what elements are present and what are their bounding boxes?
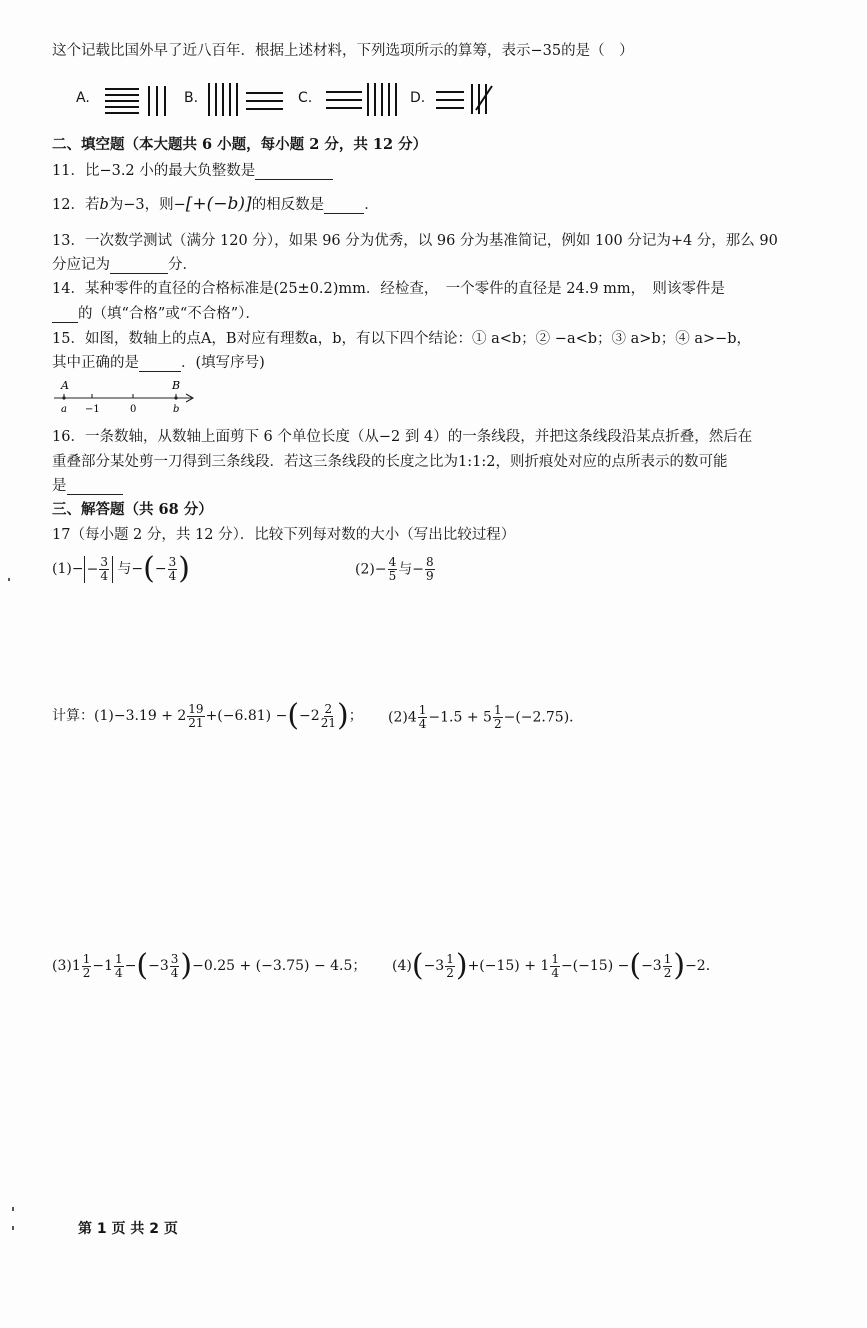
q12-answer-blank[interactable] <box>324 199 364 214</box>
calc-1-f1-num: 19 <box>188 701 204 716</box>
calc-1-end: ； <box>348 708 363 724</box>
calc-1-label: (1) <box>94 708 114 724</box>
calc-4-label: (4) <box>392 958 412 974</box>
q14-line2 <box>52 305 260 323</box>
calc-1: 计算：(1)−3.19 + 2 $\frac{19}{21}$ +(−6.81) −(−2 $\frac{2}{21}$ )； <box>52 698 363 733</box>
calc-4-f1-num: 1 <box>446 951 454 966</box>
option-d-rods <box>434 80 496 118</box>
calc-4-t5: −2． <box>685 958 720 974</box>
q12-expr: [+(−b)] <box>185 194 252 214</box>
calc-4-t1: −3 <box>423 958 445 974</box>
section2-heading: 二、填空题（本大题共 6 小题，每小题 2 分，共 12 分） <box>52 136 428 153</box>
q11-text: 11．比−3.2 小的最大负整数是 <box>52 163 256 179</box>
calc-4-f3-den: 2 <box>663 965 672 980</box>
q17-2-b-num: 8 <box>425 555 434 569</box>
calc-4-t2: +(−15) + 1 <box>467 958 550 974</box>
q12-pre: 12．若 <box>52 197 100 213</box>
q11 <box>52 162 333 180</box>
tick-label-neg1: −1 <box>85 404 100 415</box>
point-label-a: A <box>61 379 69 392</box>
scan-mark <box>12 1226 14 1230</box>
calc-4-f2-num: 1 <box>551 951 559 966</box>
q17-1-label: (1) <box>52 561 72 577</box>
option-a-rods <box>103 82 169 118</box>
calc-3-f3-num: 3 <box>170 951 179 966</box>
q10-text: 这个记载比国外早了近八百年．根据上述材料，下列选项所示的算筹，表示−35的是（ ） <box>52 43 634 59</box>
calc-3-f1-den: 2 <box>82 965 91 980</box>
page-footer: 第 1 页 共 2 页 <box>78 1221 178 1237</box>
calc-2-label: (2) <box>388 709 408 726</box>
q17-2-label: (2) <box>355 561 375 578</box>
calc-4-f2-den: 4 <box>551 965 559 980</box>
option-a-label: A. <box>76 90 90 106</box>
q14-text: 的（填“合格”或“不合格”）． <box>78 306 260 322</box>
calc-4-f1-den: 2 <box>446 965 454 980</box>
tick-label-b: b <box>173 404 180 415</box>
section3-heading: 三、解答题（共 68 分） <box>52 501 213 518</box>
q12-mid: 为−3，则− <box>108 197 186 213</box>
q13-answer-blank[interactable] <box>110 259 168 274</box>
calc-1-f1-den: 21 <box>188 715 204 730</box>
q16-line2: 重叠部分某处剪一刀得到三条线段．若这三条线段的长度之比为1:1:2，则折痕处对应的点所表示的数可能 <box>52 454 728 470</box>
q16-line1: 16．一条数轴，从数轴上面剪下 6 个单位长度（从−2 到 4）的一条线段，并把这条线段沿某点折叠，然后在 <box>52 429 753 445</box>
q16-answer-blank[interactable] <box>67 480 123 495</box>
calc-4-t4: −3 <box>641 958 662 974</box>
calc-3-t5: −0.25 + (−3.75) − 4.5； <box>192 958 367 974</box>
point-label-b: B <box>172 379 181 392</box>
calc-2 <box>388 704 583 731</box>
q17-1-abs: − $\frac{3}{4}$ <box>84 556 113 583</box>
option-c-rods <box>324 80 400 118</box>
calc-4: (4)(−3 $\frac{1}{2}$ )+(−15) + 1 $\frac{1}{4}$ −(−15) −(−3 $\frac{1}{2}$ )−2． <box>392 948 720 983</box>
q15-line1: 15．如图，数轴上的点A，B对应有理数a，b，有以下四个结论：① a<b；② −a<b；③ a>b；④ a>−b， <box>52 331 752 347</box>
q17-2-b-den: 9 <box>425 569 434 583</box>
calc-3: (3)1 $\frac{1}{2}$ −1 $\frac{1}{4}$ −(−3 $\frac{3}{4}$ )−0.25 + (−3.75) − 4.5； <box>52 948 367 983</box>
tick-label-0: 0 <box>130 404 137 415</box>
calc-4-f3-num: 1 <box>663 951 672 966</box>
q16-pre: 是 <box>52 478 67 494</box>
q15-pre: 其中正确的是 <box>52 355 139 371</box>
option-d-label: D. <box>410 90 426 106</box>
calc-1-f2-den: 21 <box>320 715 336 730</box>
q17-1-b-num: 3 <box>168 554 177 569</box>
q17-1: (1)− − $\frac{3}{4}$ 与−(− $\frac{3}{4}$ ) <box>52 551 190 586</box>
scan-mark <box>8 578 10 581</box>
calc-2-t2: −1.5 + 5 <box>428 709 492 726</box>
calc-3-f2-num: 1 <box>115 951 123 966</box>
calc-3-f2-den: 4 <box>115 965 123 980</box>
calc-1-t1: −3.19 + 2 <box>113 708 187 724</box>
calc-2-t1: 4 <box>407 709 417 726</box>
calc-3-t4: −3 <box>148 958 169 974</box>
q13-line1: 13．一次数学测试（满分 120 分），如果 96 分为优秀，以 96 分为基准简记，例如 100 分记为+4 分，那么 90 <box>52 233 778 249</box>
q17-2: (2)− $\frac{4}{5}$ 与− $\frac{8}{9}$ <box>355 555 434 583</box>
q12-post: 的相反数是 <box>251 197 325 213</box>
scan-mark <box>12 1207 14 1211</box>
calc-2-f2-den: 2 <box>493 717 502 731</box>
tick-label-a: a <box>61 404 67 415</box>
calc-4-t3: −(−15) − <box>560 958 630 974</box>
calc-3-t2: −1 <box>92 958 114 974</box>
q17-2-a-den: 5 <box>388 569 397 583</box>
q12: 12．若b为−3，则−[+(−b)]的相反数是 ． <box>52 194 379 214</box>
option-b-rods <box>206 80 286 118</box>
q15-number-line <box>52 378 200 416</box>
q14-line1: 14．某种零件的直径的合格标准是(25±0.2)mm．经检查， 一个零件的直径是 24.9 mm， 则该零件是 <box>52 281 725 297</box>
q17-1-a-den: 4 <box>100 568 108 583</box>
q15-line2 <box>52 354 265 372</box>
option-b-label: B. <box>184 90 199 106</box>
q17-2-a-num: 4 <box>388 555 397 569</box>
calc-3-f1-num: 1 <box>82 951 91 966</box>
calc-1-f2-num: 2 <box>324 701 333 716</box>
calc-1-t2: +(−6.81) − <box>205 708 288 724</box>
q14-answer-blank[interactable] <box>52 308 78 323</box>
calc-3-t1: 1 <box>71 958 81 974</box>
calc-2-f1-num: 1 <box>418 703 427 717</box>
q15-answer-blank[interactable] <box>139 357 181 372</box>
calc-3-label: (3) <box>52 958 72 974</box>
option-c-label: C. <box>298 90 313 106</box>
q13-pre: 分应记为 <box>52 257 110 273</box>
calc-1-t3: −2 <box>299 708 320 724</box>
calc-3-t3: − <box>124 958 137 974</box>
calc-2-f2-num: 1 <box>493 703 502 717</box>
calc-3-f3-den: 4 <box>170 965 179 980</box>
q13-post: 分． <box>168 257 197 273</box>
q17-1-b-den: 4 <box>168 568 177 583</box>
q12-b: b <box>99 197 109 213</box>
q17-1-mid: 与 <box>117 561 132 577</box>
q16-line3 <box>52 477 123 495</box>
q17-text: 17（每小题 2 分，共 12 分）．比较下列每对数的大小（写出比较过程） <box>52 527 516 543</box>
q17-2-mid: 与 <box>398 561 413 578</box>
q15-post: ．(填写序号) <box>181 355 265 371</box>
calc-label: 计算： <box>52 708 94 724</box>
calc-2-f1-den: 4 <box>418 717 427 731</box>
calc-2-t3: −(−2.75)． <box>503 709 584 726</box>
q11-answer-blank[interactable] <box>255 165 333 180</box>
q13-line2 <box>52 256 197 274</box>
q17-1-a-num: 3 <box>100 554 108 569</box>
